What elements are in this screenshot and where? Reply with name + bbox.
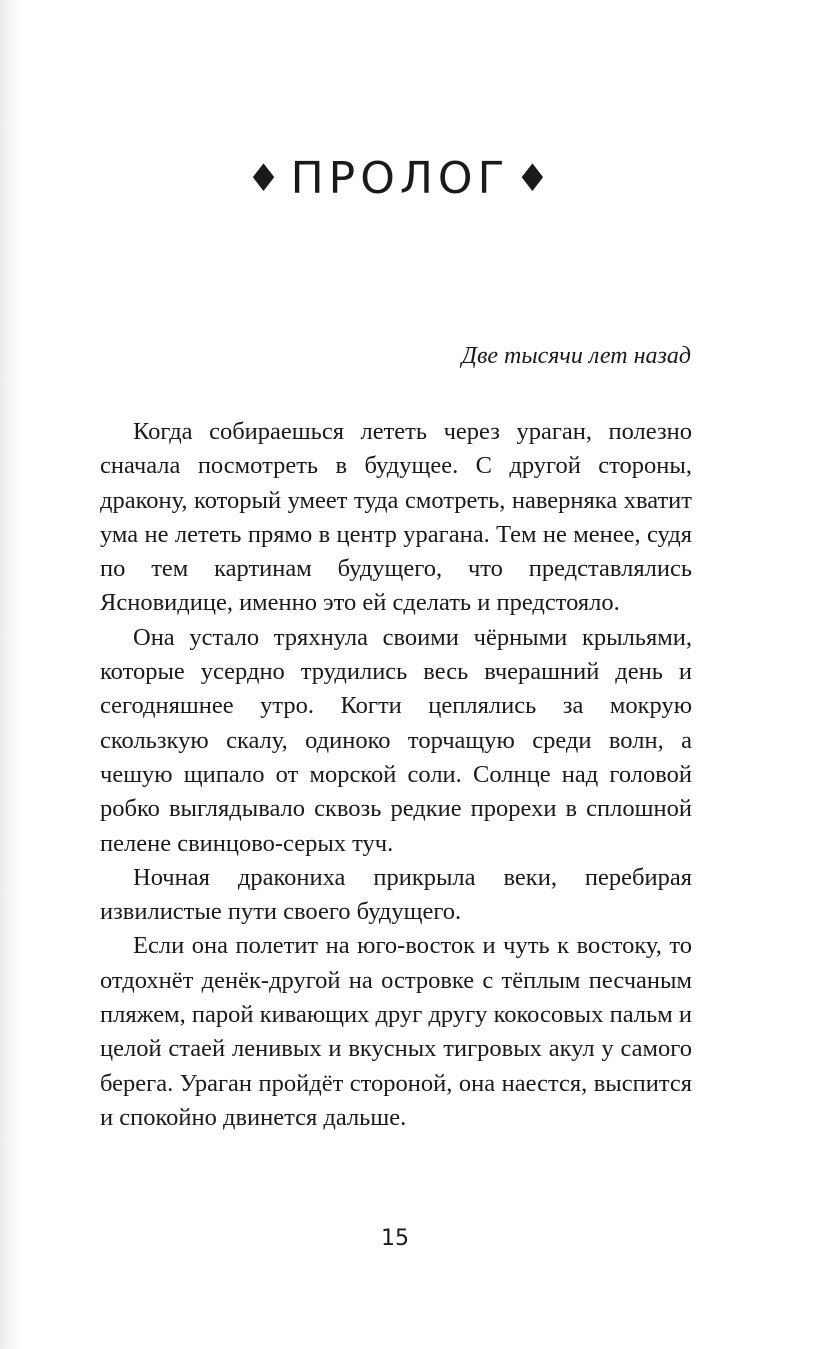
chapter-title-text: ПРОЛОГ — [290, 153, 510, 204]
paragraph-2: Она устало тряхнула своими чёрными крыльями, которые усердно трудились весь вчерашний день и сегодняшнее утро. Когти цеплялись за мокрую скользкую скалу, одиноко торчащую среди волн, а чешую щипало от морской соли. Солнце над головой робко выглядывало сквозь редкие прорехи в сплошной пелене свинцово-серых туч. — [100, 623, 692, 857]
diamond-ornament-right-icon: ♦ — [515, 156, 550, 200]
epigraph: Две тысячи лет назад — [461, 343, 691, 369]
paragraph-4: Если она полетит на юго-восток и чуть к востоку, то отдохнёт денёк-другой на островке с тёплым песчаным пляжем, парой кивающих друг другу кокосовых пальм и целой стаей ленивых и вкусных тигровых акул у самого берега. Ураган пройдёт стороной, она наестся, выспится и спокойно двинется дальше. — [100, 932, 692, 1131]
chapter-title — [0, 148, 796, 209]
paragraph-1: Когда собираешься лететь через ураган, полезно сначала посмотреть в будущее. С другой стороны, дракону, который умеет туда смотреть, наверняка хватит ума не лететь прямо в центр урагана. Тем не менее, судя по тем картинам будущего, что представлялись Ясновидице, именно это ей сделать и предстояло. — [100, 418, 692, 617]
paragraph-3: Ночная дракониха прикрыла веки, перебирая извилистые пути своего будущего. — [100, 863, 692, 926]
diamond-ornament-left-icon: ♦ — [246, 156, 281, 200]
body-text — [100, 415, 692, 1135]
page-number: 15 — [381, 1226, 409, 1251]
